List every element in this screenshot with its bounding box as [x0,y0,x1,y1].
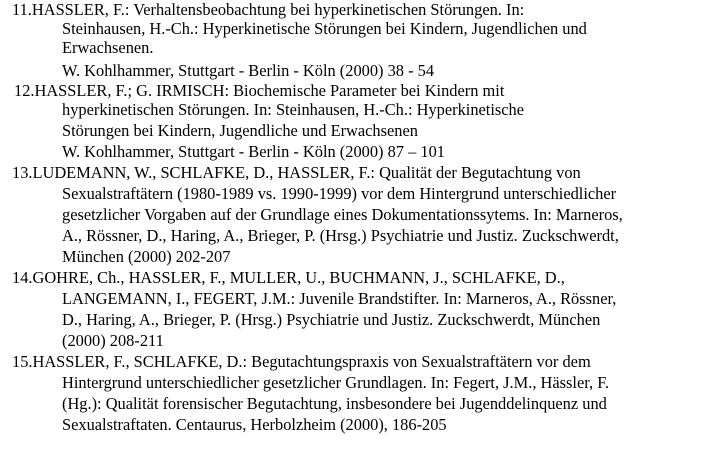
reference-first-line [12,352,591,372]
reference-number: 15. [12,352,33,371]
reference-line: D., Haring, A., Brieger, P. (Hrsg.) Psychiatrie und Justiz. Zuckschwerdt, München [62,310,601,329]
reference-number: 12. [14,81,35,100]
reference-first-line [12,0,524,20]
reference-number: 11. [12,0,32,19]
reference-text: HASSLER, F., SCHLAFKE, D.: Begutachtungspraxis von Sexualstraftätern vor dem [32,352,591,371]
reference-line: LANGEMANN, I., FEGERT, J.M.: Juvenile Brandstifter. In: Marneros, A., Rössner, [62,289,617,308]
reference-line: München (2000) 202-207 [62,247,231,266]
reference-line: Steinhausen, H.-Ch.: Hyperkinetische Störungen bei Kindern, Jugendlichen und [62,19,587,38]
reference-line: hyperkinetischen Störungen. In: Steinhausen, H.-Ch.: Hyperkinetische [62,100,525,119]
reference-first-line [12,163,581,183]
reference-line: (Hg.): Qualität forensischer Begutachtung, insbesondere bei Jugenddelinquenz und [62,394,607,413]
reference-line: Sexualstraftätern (1980-1989 vs. 1990-1999) vor dem Hintergrund unterschiedlicher [62,184,617,203]
reference-text: GOHRE, Ch., HASSLER, F., MULLER, U., BUCHMANN, J., SCHLAFKE, D., [32,268,565,287]
reference-line: W. Kohlhammer, Stuttgart - Berlin - Köln (2000) 87 – 101 [62,142,445,161]
reference-first-line [12,268,565,288]
reference-first-line [14,81,504,101]
reference-number: 14. [12,268,33,287]
reference-line: Erwachsenen. [62,38,154,57]
reference-text: HASSLER, F.: Verhaltensbeobachtung bei hyperkinetischen Störungen. In: [31,0,525,19]
reference-text: HASSLER, F.; G. IRMISCH: Biochemische Parameter bei Kindern mit [34,81,505,100]
reference-line: (2000) 208-211 [62,331,164,350]
reference-line: Hintergrund unterschiedlicher gesetzlicher Grundlagen. In: Fegert, J.M., Hässler, F. [62,373,610,392]
reference-line: A., Rössner, D., Haring, A., Brieger, P. (Hrsg.) Psychiatrie und Justiz. Zuckschwerdt, [62,226,619,245]
reference-line: gesetzlicher Vorgaben auf der Grundlage eines Dokumentationssytems. In: Marneros, [62,205,623,224]
reference-line: Störungen bei Kindern, Jugendliche und Erwachsenen [62,121,418,140]
reference-line: Sexualstraftaten. Centaurus, Herbolzheim (2000), 186-205 [62,415,447,434]
reference-line: W. Kohlhammer, Stuttgart - Berlin - Köln (2000) 38 - 54 [62,61,435,80]
reference-text: LUDEMANN, W., SCHLAFKE, D., HASSLER, F.: Qualität der Begutachtung von [32,163,581,182]
reference-number: 13. [12,163,33,182]
